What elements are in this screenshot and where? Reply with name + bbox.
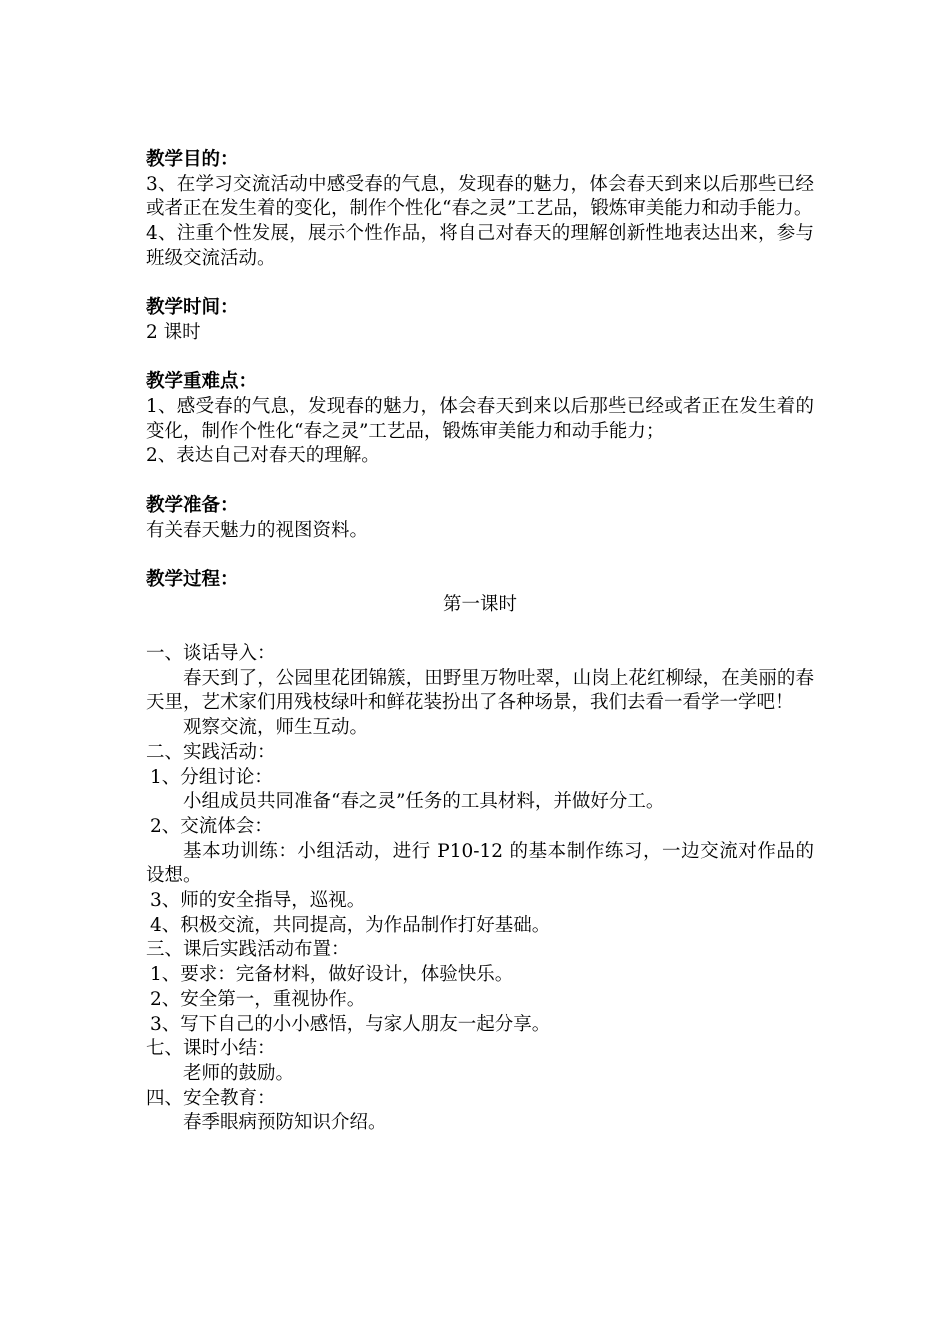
key-point-item-2: 2、表达自己对春天的理解。 xyxy=(146,445,380,467)
section-1-title: 一、谈话导入： xyxy=(146,642,276,664)
section-4-title: 四、安全教育： xyxy=(146,1087,276,1109)
section-3-item-1: 1、要求：完备材料，做好设计，体验快乐。 xyxy=(150,964,514,986)
preparation-value: 有关春天魅力的视图资料。 xyxy=(146,519,369,541)
spacer xyxy=(146,469,814,494)
section-2-item-4: 4、积极交流，共同提高，为作品制作打好基础。 xyxy=(150,914,551,936)
section-1-paragraph: 春天到了，公园里花团锦簇，田野里万物吐翠，山岗上花红柳绿，在美丽的春天里，艺术家们用残枝绿叶和鲜花装扮出了各种场景，我们去看一看学一学吧！ xyxy=(146,667,814,714)
time-value: 2 课时 xyxy=(146,321,201,343)
section-3-title: 三、课后实践活动布置： xyxy=(146,939,350,961)
preparation-heading: 教学准备： xyxy=(146,494,239,516)
time-heading: 教学时间： xyxy=(146,297,239,319)
process-heading: 教学过程： xyxy=(146,568,239,590)
objective-item-4: 4、注重个性发展，展示个性作品，将自己对春天的理解创新性地表达出来，参与班级交流活动。 xyxy=(146,223,814,269)
lesson-title: 第一课时 xyxy=(442,593,517,615)
section-3-item-3: 3、写下自己的小小感悟，与家人朋友一起分享。 xyxy=(150,1013,551,1035)
section-2-item-2: 2、交流体会： xyxy=(150,815,273,837)
key-point-item-1: 1、感受春的气息，发现春的魅力，体会春天到来以后那些已经或者正在发生着的变化，制作个性化“春之灵”工艺品，锻炼审美能力和动手能力； xyxy=(146,396,814,442)
section-2-title: 二、实践活动： xyxy=(146,741,276,763)
objective-item-3: 3、在学习交流活动中感受春的气息，发现春的魅力，体会春天到来以后那些已经或者正在发生着的变化，制作个性化“春之灵”工艺品，锻炼审美能力和动手能力。 xyxy=(146,173,814,220)
section-7-text: 老师的鼓励。 xyxy=(183,1062,295,1084)
section-1-note: 观察交流，师生互动。 xyxy=(183,717,369,739)
section-2-item-2-text: 基本功训练：小组活动，进行 P10-12 的基本制作练习，一边交流对作品的设想。 xyxy=(146,840,814,887)
document-page xyxy=(146,148,814,1136)
spacer xyxy=(146,617,814,642)
section-2-item-1: 1、分组讨论： xyxy=(150,766,273,788)
section-3-item-2: 2、安全第一，重视协作。 xyxy=(150,988,366,1010)
section-7-title: 七、课时小结： xyxy=(146,1038,276,1060)
spacer xyxy=(146,543,814,568)
key-points-heading: 教学重难点： xyxy=(146,371,258,393)
spacer xyxy=(146,346,814,371)
spacer xyxy=(146,272,814,297)
section-2-item-1-text: 小组成员共同准备“春之灵”任务的工具材料，并做好分工。 xyxy=(183,791,665,813)
section-2-item-3: 3、师的安全指导，巡视。 xyxy=(150,890,366,912)
section-4-text: 春季眼病预防知识介绍。 xyxy=(183,1112,387,1134)
objectives-heading: 教学目的： xyxy=(146,149,239,170)
